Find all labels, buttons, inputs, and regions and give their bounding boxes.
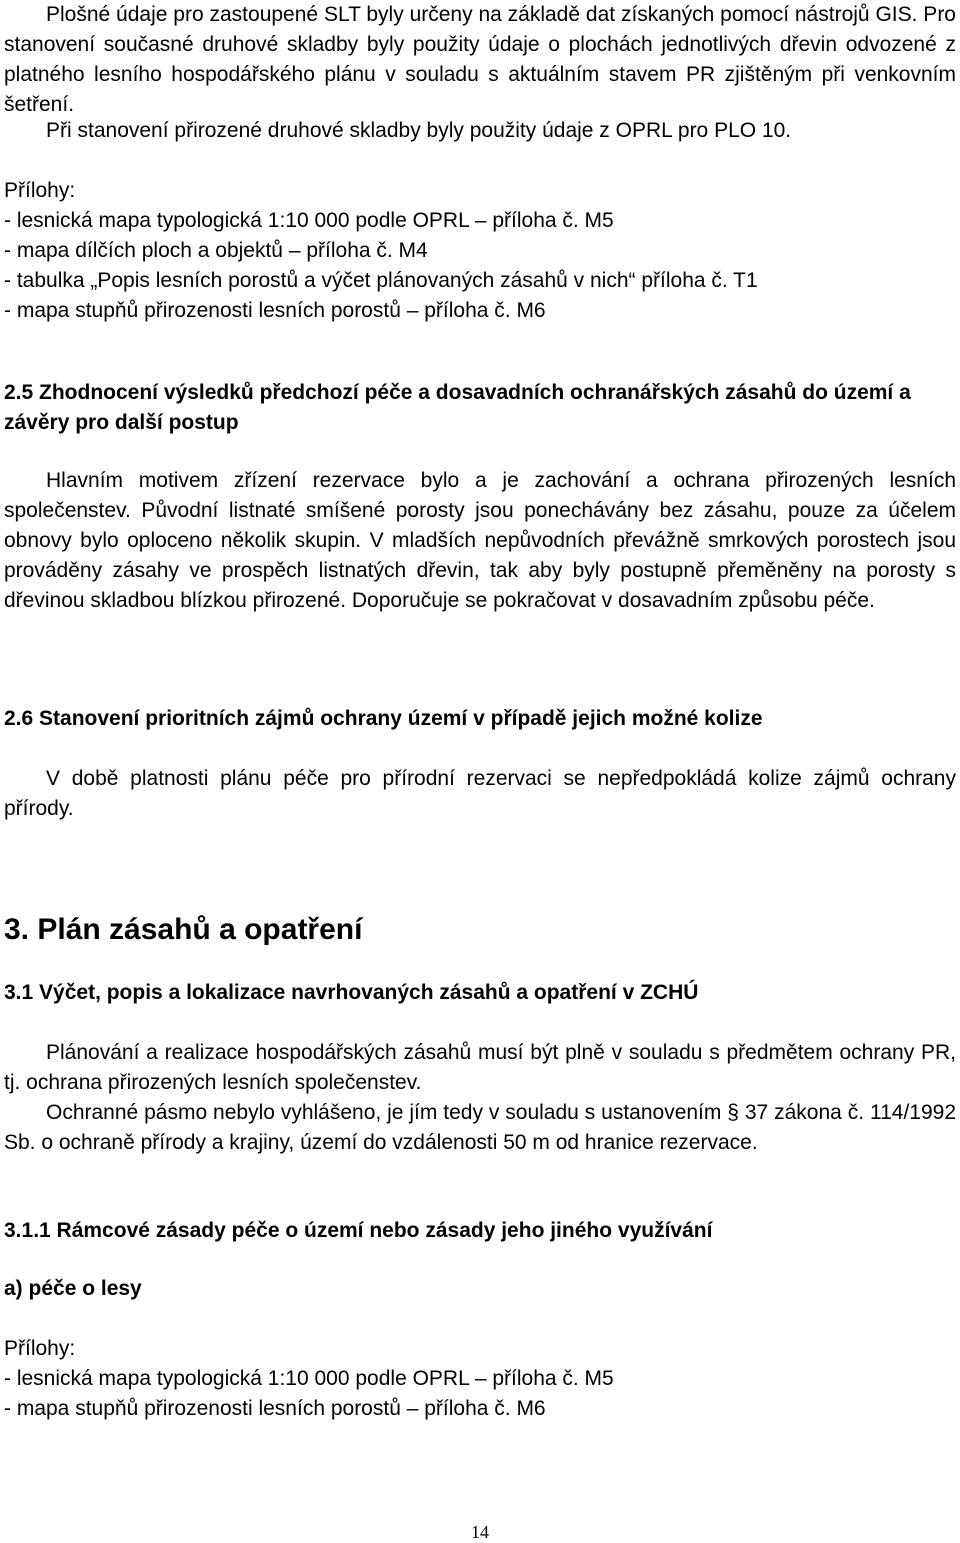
attachments-title: Přílohy: (4, 179, 76, 202)
attachments-list-1 (4, 176, 956, 326)
intro-paragraph-2: Při stanovení přirozené druhové skladby byly použity údaje z OPRL pro PLO 10. (46, 119, 792, 142)
attachments-title: Přílohy: (4, 1337, 76, 1360)
intro-paragraph-1: Plošné údaje pro zastoupené SLT byly určeny na základě dat získaných pomocí nástrojů GIS. Pro stanovení současné druhové skladby byly použity údaje o plochách jednotlivých dřevin odvozené z platného lesního hospodářského plánu v souladu s aktuálním stavem PR zjištěným při venkovním šetření. (4, 3, 956, 116)
section-3-1-body-2: Ochranné pásmo nebylo vyhlášeno, je jím tedy v souladu s ustanovením § 37 zákona č. 114/1992 Sb. o ochraně přírody a krajiny, území do vzdálenosti 50 m od hranice rezervace. (4, 1101, 956, 1154)
section-3-1-body-1: Plánování a realizace hospodářských zásahů musí být plně v souladu s předmětem ochrany PR, tj. ochrana přirozených lesních společenstev. (4, 1041, 956, 1094)
attachment-item: - lesnická mapa typologická 1:10 000 podle OPRL – příloha č. M5 (4, 209, 614, 232)
attachment-item: - tabulka „Popis lesních porostů a výčet plánovaných zásahů v nich“ příloha č. T1 (4, 269, 758, 292)
section-3-1-heading: 3.1 Výčet, popis a lokalizace navrhovaných zásahů a opatření v ZCHÚ (4, 981, 699, 1004)
section-2-6-heading: 2.6 Stanovení prioritních zájmů ochrany území v případě jejich možné kolize (4, 707, 763, 730)
page-number: 14 (471, 1522, 489, 1542)
attachment-item: - mapa stupňů přirozenosti lesních porostů – příloha č. M6 (4, 299, 546, 322)
subsection-a-heading: a) péče o lesy (4, 1277, 142, 1300)
attachment-item: - lesnická mapa typologická 1:10 000 podle OPRL – příloha č. M5 (4, 1367, 614, 1390)
attachment-item: - mapa stupňů přirozenosti lesních porostů – příloha č. M6 (4, 1397, 546, 1420)
attachment-item: - mapa dílčích ploch a objektů – příloha č. M4 (4, 239, 428, 262)
section-2-6-body: V době platnosti plánu péče pro přírodní rezervaci se nepředpokládá kolize zájmů ochrany přírody. (4, 767, 956, 820)
section-2-5-body: Hlavním motivem zřízení rezervace bylo a je zachování a ochrana přirozených lesních společenstev. Původní listnaté smíšené porosty jsou ponechávány bez zásahu, pouze za účelem obnovy bylo oploceno několik skupin. V mladších nepůvodních převážně smrkových porostech jsou prováděny zásahy ve prospěch listnatých dřevin, tak aby byly postupně přeměněny na porosty s dřevinou skladbou blízkou přirozené. Doporučuje se pokračovat v dosavadním způsobu péče. (4, 469, 956, 612)
section-2-5-heading: 2.5 Zhodnocení výsledků předchozí péče a dosavadních ochranářských zásahů do území a závěry pro další postup (4, 381, 911, 434)
section-3-1-1-heading: 3.1.1 Rámcové zásady péče o území nebo zásady jeho jiného využívání (4, 1219, 713, 1242)
attachments-list-2 (4, 1334, 956, 1424)
chapter-3-heading: 3. Plán zásahů a opatření (4, 913, 363, 946)
